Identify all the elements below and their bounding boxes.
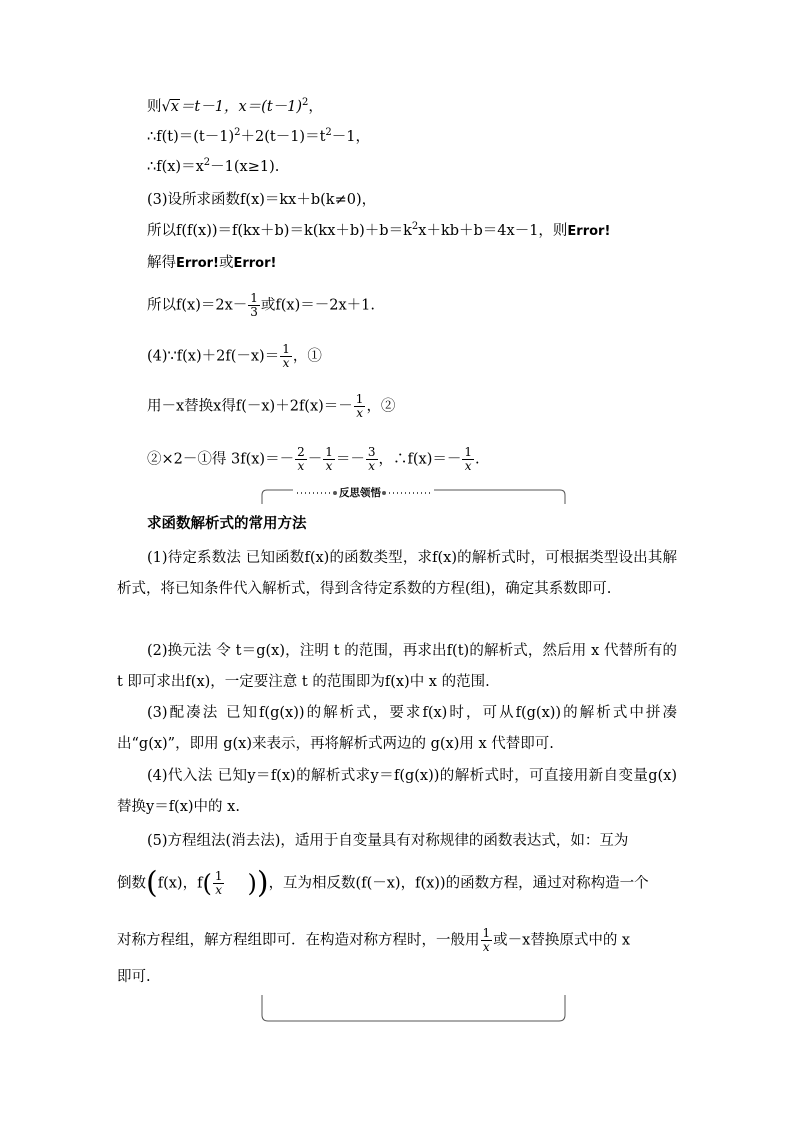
method-paragraph-5-line-2: 倒数(f(x)，f( $\frac{1}{x}$ ))，互为相反数(f(－x)，f(x))的函数方程，通过对称构造一个 [117, 865, 649, 901]
error-placeholder: Error! [233, 256, 277, 271]
box-top-left-corner [262, 490, 293, 504]
dot-left [333, 491, 337, 495]
method-paragraph-5-line-4: 即可. [117, 969, 151, 985]
left-paren: ( [146, 865, 158, 901]
solution-line-6: 解得Error!或Error! [147, 255, 277, 271]
fraction: $\frac{1}{3}$ [250, 291, 258, 319]
fraction: $\frac{1}{x}$ [482, 926, 491, 954]
error-placeholder: Error! [567, 224, 611, 239]
fraction: $\frac{3}{x}$ [367, 445, 376, 473]
fraction: $\frac{1}{x}$ [325, 445, 333, 473]
method-paragraph-3: (3)配凑法 已知f(g(x))的解析式，要求f(x)时，可从f(g(x))的解析式中拼凑出“g(x)”，即用 g(x)来表示，再将解析式两边的 g(x)用 x 代替即可. [117, 705, 677, 752]
reflection-heading: 求函数解析式的常用方法 [147, 516, 307, 532]
solution-line-9: 用－x替换x得f(－x)＋2f(x)＝－ $\frac{1}{x}$ ，② [147, 392, 396, 420]
solution-line-10: ②×2－①得 3f(x)＝－ $\frac{2}{x}$ － $\frac{1}{x}$ ＝－ $\frac{3}{x}$ ，∴f(x)＝－ $\frac{1}{x}$ . [147, 445, 480, 473]
solution-line-3: $\therefore f(x)=x^2-1(x\ge 1)$. [147, 157, 280, 175]
fraction: $\frac{1}{x}$ [282, 342, 290, 370]
method-paragraph-5-line-1: (5)方程组法(消去法)，适用于自变量具有对称规律的函数表达式，如：互为 [147, 833, 629, 849]
solution-line-4: (3)设所求函数f(x)＝kx＋b(k≠0)， [147, 192, 377, 208]
solution-line-8: (4)∵f(x)＋2f(－x)＝ $\frac{1}{x}$ ，① [147, 342, 322, 370]
method-paragraph-1: (1)待定系数法 已知函数f(x)的函数类型，求f(x)的解析式时，可根据类型设出其解析式，将已知条件代入解析式，得到含待定系数的方程(组)，确定其系数即可. [117, 550, 677, 597]
box-top-right-corner [434, 490, 565, 504]
error-placeholder: Error! [176, 256, 219, 271]
dot-right [382, 491, 386, 495]
method-paragraph-4: (4)代入法 已知y＝f(x)的解析式求y＝f(g(x))的解析式时，可直接用新自变量g(x)替换y＝f(x)中的 x. [117, 768, 677, 815]
solution-line-7: 所以f(x)＝2x－ $\frac{1}{3}$ 或f(x)＝－2x＋1. [147, 291, 376, 319]
solution-line-1: 则√x＝t－1，$x=(t-1)^2$， [147, 97, 323, 115]
fraction: $\frac{2}{x}$ [297, 445, 305, 473]
fraction: $\frac{1}{x}$ [355, 392, 364, 420]
solution-line-2: $\therefore f(t)=(t-1)^2+2(t-1)=t^2-1$， [147, 127, 371, 145]
fraction: $\frac{1}{x}$ [214, 869, 223, 897]
fraction: $\frac{1}{x}$ [464, 445, 472, 473]
solution-line-5: 所以$f(f(x))=f(kx+b)=k(kx+b)+b=k^2x+kb+b=4x-1$，则Error! [147, 221, 611, 239]
method-paragraph-5-line-3: 对称方程组，解方程组即可．在构造对称方程时，一般用 $\frac{1}{x}$ 或－x替换原式中的 x [117, 926, 631, 954]
method-paragraph-2: (2)换元法 令 t＝g(x)，注明 t 的范围，再求出f(t)的解析式，然后用 x 代替所有的 t 即可求出f(x)，一定要注意 t 的范围即为f(x)中 x 的范围. [117, 643, 677, 690]
right-paren: ) [256, 865, 269, 901]
reflection-banner: 反思领悟 [339, 487, 381, 499]
box-bottom-bracket [262, 995, 565, 1021]
